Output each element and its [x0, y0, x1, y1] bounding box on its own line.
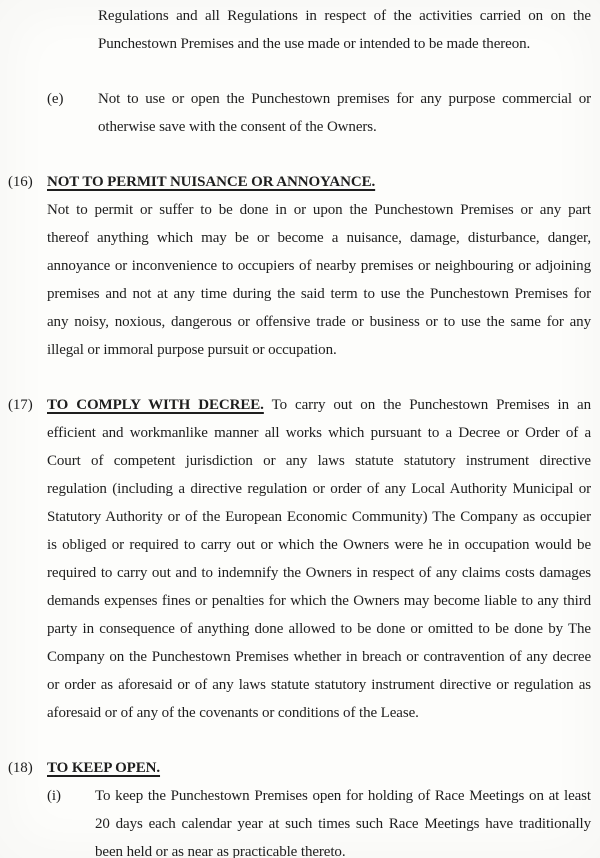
text-line: Not to use or open the Punchestown premises for any purpose commercial or — [98, 91, 591, 107]
clause-number: (18) — [8, 760, 33, 776]
lettered-item — [47, 85, 591, 141]
clause-number-gutter — [0, 85, 47, 141]
clause-number-gutter — [0, 168, 47, 364]
block-(e) — [0, 85, 600, 141]
text-line: aforesaid or of any of the covenants or conditions of the Lease. — [47, 705, 419, 721]
clause-heading-line — [47, 754, 591, 782]
text-line: illegal or immoral purpose pursuit or occupation. — [47, 342, 337, 358]
document-body — [0, 2, 600, 858]
block-(17) — [0, 391, 600, 727]
roman-item — [47, 782, 591, 858]
block-(16) — [0, 168, 600, 364]
clause-number: (16) — [8, 174, 33, 190]
text-line: is obliged or required to carry out or which the Owners were he in occupation would be — [47, 537, 591, 553]
text-line: efficient and workmanlike manner all works which pursuant to a Decree or Order of a — [47, 425, 591, 441]
clause-number-gutter — [0, 2, 47, 58]
text-line: annoyance or inconvenience to occupiers of nearby premises or neighbouring or adjoining — [47, 258, 591, 274]
continuation-paragraph — [98, 2, 591, 58]
block-content — [47, 85, 600, 141]
text-line: required to carry out and to indemnify the Owners in respect of any claims costs damages — [47, 565, 591, 581]
text-line: party in consequence of anything done allowed to be done or omitted to be done by The — [47, 621, 591, 637]
clause-heading: TO COMPLY WITH DECREE. — [47, 397, 264, 413]
text-line: Punchestown Premises and the use made or intended to be made thereon. — [98, 36, 531, 52]
clause-number-gutter — [0, 754, 47, 858]
clause-heading: NOT TO PERMIT NUISANCE OR ANNOYANCE. — [47, 174, 376, 190]
clause-number: (17) — [8, 397, 33, 413]
item-text — [95, 782, 591, 858]
text-line: any noisy, noxious, dangerous or offensive trade or business or to use the same for any — [47, 314, 591, 330]
text-line: To keep the Punchestown Premises open for holding of Race Meetings on at least — [95, 788, 591, 804]
block-content — [47, 2, 600, 58]
text-line: thereof anything which may be or become a nuisance, damage, disturbance, danger, — [47, 230, 591, 246]
clause-number-gutter — [0, 391, 47, 727]
item-marker: (i) — [47, 788, 61, 804]
text-line: or order as aforesaid or of any laws statute statutory instrument directive or regulation as — [47, 677, 591, 693]
clause-heading: TO KEEP OPEN. — [47, 760, 161, 776]
block-continuation — [0, 2, 600, 58]
text-line: regulation (including a directive regulation or order of any Local Authority Municipal or — [47, 481, 591, 497]
text-line: Not to permit or suffer to be done in or upon the Punchestown Premises or any part — [47, 202, 591, 218]
clause-heading-tail: To carry out on the Punchestown Premises in an — [271, 397, 591, 413]
block-content — [47, 754, 600, 858]
text-line: premises and not at any time during the said term to use the Punchestown Premises for — [47, 286, 591, 302]
text-line: 20 days each calendar year at such times such Race Meetings have traditionally — [95, 816, 591, 832]
text-line: Statutory Authority or of the European Economic Community) The Company as occupier — [47, 509, 591, 525]
block-(18) — [0, 754, 600, 858]
block-content — [47, 168, 600, 364]
text-line: demands expenses fines or penalties for which the Owners may become liable to any third — [47, 593, 591, 609]
text-line: Regulations and all Regulations in respect of the activities carried on on the — [98, 8, 591, 24]
item-text — [98, 85, 591, 141]
text-line: been held or as near as practicable thereto. — [95, 844, 346, 858]
text-line: otherwise save with the consent of the Owners. — [98, 119, 377, 135]
block-content — [47, 391, 600, 727]
text-line: Company on the Punchestown Premises whether in breach or contravention of any decree — [47, 649, 591, 665]
clause-heading-line — [47, 391, 591, 419]
item-marker: (e) — [47, 91, 64, 107]
clause-heading-line — [47, 168, 591, 196]
text-line: Court of competent jurisdiction or any laws statute statutory instrument directive — [47, 453, 591, 469]
